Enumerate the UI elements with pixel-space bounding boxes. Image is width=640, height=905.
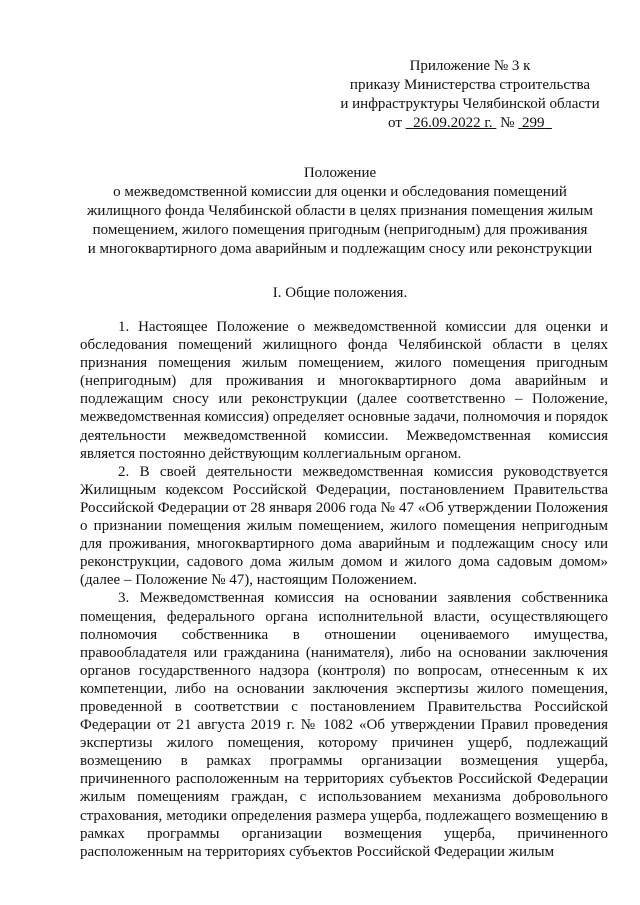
appendix-header [330, 57, 610, 133]
title-heading: Положение [303, 165, 377, 181]
paragraph-1: 1. Настоящее Положение о межведомственной комиссии для оценки и обследования помещений жилищного фонда Челябинской области в целях признания помещения жилым помещением, жилого помещения пригодным (непригодным) для проживания и многоквартирного дома аварийным и подлежащим сносу или реконструкции (далее соответственно – Положение, межведомственная комиссия) определяет основные задачи, полномочия и порядок деятельности межведомственной комиссии. Межведомственная комиссия является постоянно действующим коллегиальным органом. [80, 319, 608, 462]
title-line-1: о межведомственной комиссии для оценки и обследования помещений [113, 184, 567, 200]
document-body [80, 318, 608, 861]
title-line-2: жилищного фонда Челябинской области в целях признания помещения жилым [87, 203, 593, 219]
order-date: 26.09.2022 г. [413, 115, 493, 131]
date-prefix: от [388, 115, 402, 131]
appendix-line-1: Приложение № 3 к [409, 58, 531, 74]
appendix-line-2: приказу Министерства строительства [349, 77, 591, 93]
paragraph-3: 3. Межведомственная комиссия на основании заявления собственника помещения, федерального органа исполнительной власти, осуществляющего полномочия собственника в отношении оцениваемого имущества, правообладателя или гражданина (нанимателя), либо на основании заключения органов государственного надзора (контроля) по вопросам, отнесенным к их компетенции, либо на основании заключения экспертизы жилого помещения, проведенной в соответствии с постановлением Правительства Российской Федерации от 21 августа 2019 г. № 1082 «Об утверждении Правил проведения экспертизы жилого помещения, которому причинен ущерб, подлежащий возмещению в рамках программы организации возмещения ущерба, причиненного расположенным на территориях субъектов Российской Федерации жилым помещениям граждан, с использованием механизма добровольного страхования, методики определения размера ущерба, подлежащего возмещению в рамках программы организации возмещения ущерба, причиненного расположенным на территориях субъектов Российской Федерации жилым [80, 590, 608, 860]
number-prefix: № [500, 115, 515, 131]
appendix-line-3: и инфраструктуры Челябинской области [340, 96, 600, 112]
title-line-4: и многоквартирного дома аварийным и подлежащим сносу или реконструкции [87, 241, 593, 257]
section-heading: I. Общие положения. [272, 285, 408, 301]
appendix-date-line [330, 114, 610, 133]
order-number: 299 [521, 115, 545, 131]
document-title [80, 164, 600, 259]
title-line-3: помещением, жилого помещения пригодным (непригодным) для проживания [92, 222, 588, 238]
paragraph-2: 2. В своей деятельности межведомственная комиссия руководствуется Жилищным кодексом Российской Федерации, постановлением Правительства Российской Федерации от 28 января 2006 года № 47 «Об утверждении Положения о признании помещения жилым помещением, жилого помещения непригодным для проживания, многоквартирного дома аварийным и подлежащим сносу или реконструкции, садового дома жилым домом и жилого дома садовым домом» (далее – Положение № 47), настоящим Положением. [80, 463, 608, 589]
